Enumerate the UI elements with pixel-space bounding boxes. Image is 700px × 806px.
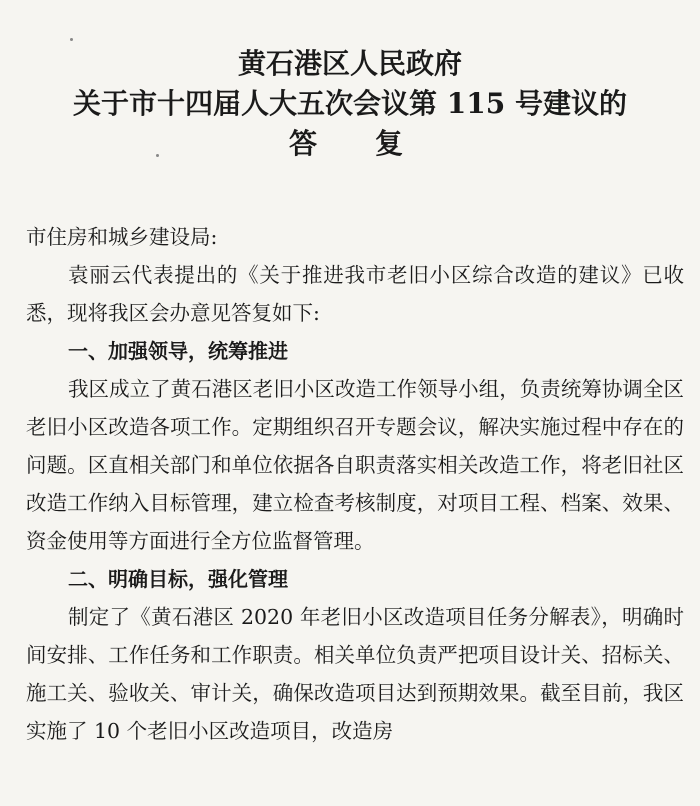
section-heading-1: 一、加强领导，统筹推进 [68,339,288,363]
section-heading-2: 二、明确目标，强化管理 [68,567,288,591]
scan-speck [70,38,73,41]
document-body [26,218,684,750]
addressee: 市住房和城乡建设局: [26,225,218,249]
title-line-2: 关于市十四届人大五次会议第 115 号建议的 [73,87,627,120]
section-1-paragraph: 我区成立了黄石港区老旧小区改造工作领导小组，负责统筹协调全区老旧小区改造各项工作。定期组织召开专题会议，解决实施过程中存在的问题。区直相关部门和单位依据各自职责落实相关改造工作，将老旧社区改造工作纳入目标管理，建立检查考核制度，对项目工程、档案、效果、资金使用等方面进行全方位监督管理。 [26,377,684,553]
title-line-3: 答复 [288,127,461,160]
intro-paragraph: 袁丽云代表提出的《关于推进我市老旧小区综合改造的建议》已收悉，现将我区会办意见答复如下: [26,263,684,325]
title-line-1: 黄石港区人民政府 [237,47,462,80]
scan-speck [156,154,159,157]
document-title [0,0,700,164]
section-2-paragraph: 制定了《黄石港区 2020 年老旧小区改造项目任务分解表》，明确时间安排、工作任务和工作职责。相关单位负责严把项目设计关、招标关、施工关、验收关、审计关，确保改造项目达到预期效果。截至目前，我区实施了 10 个老旧小区改造项目，改造房 [26,605,684,743]
